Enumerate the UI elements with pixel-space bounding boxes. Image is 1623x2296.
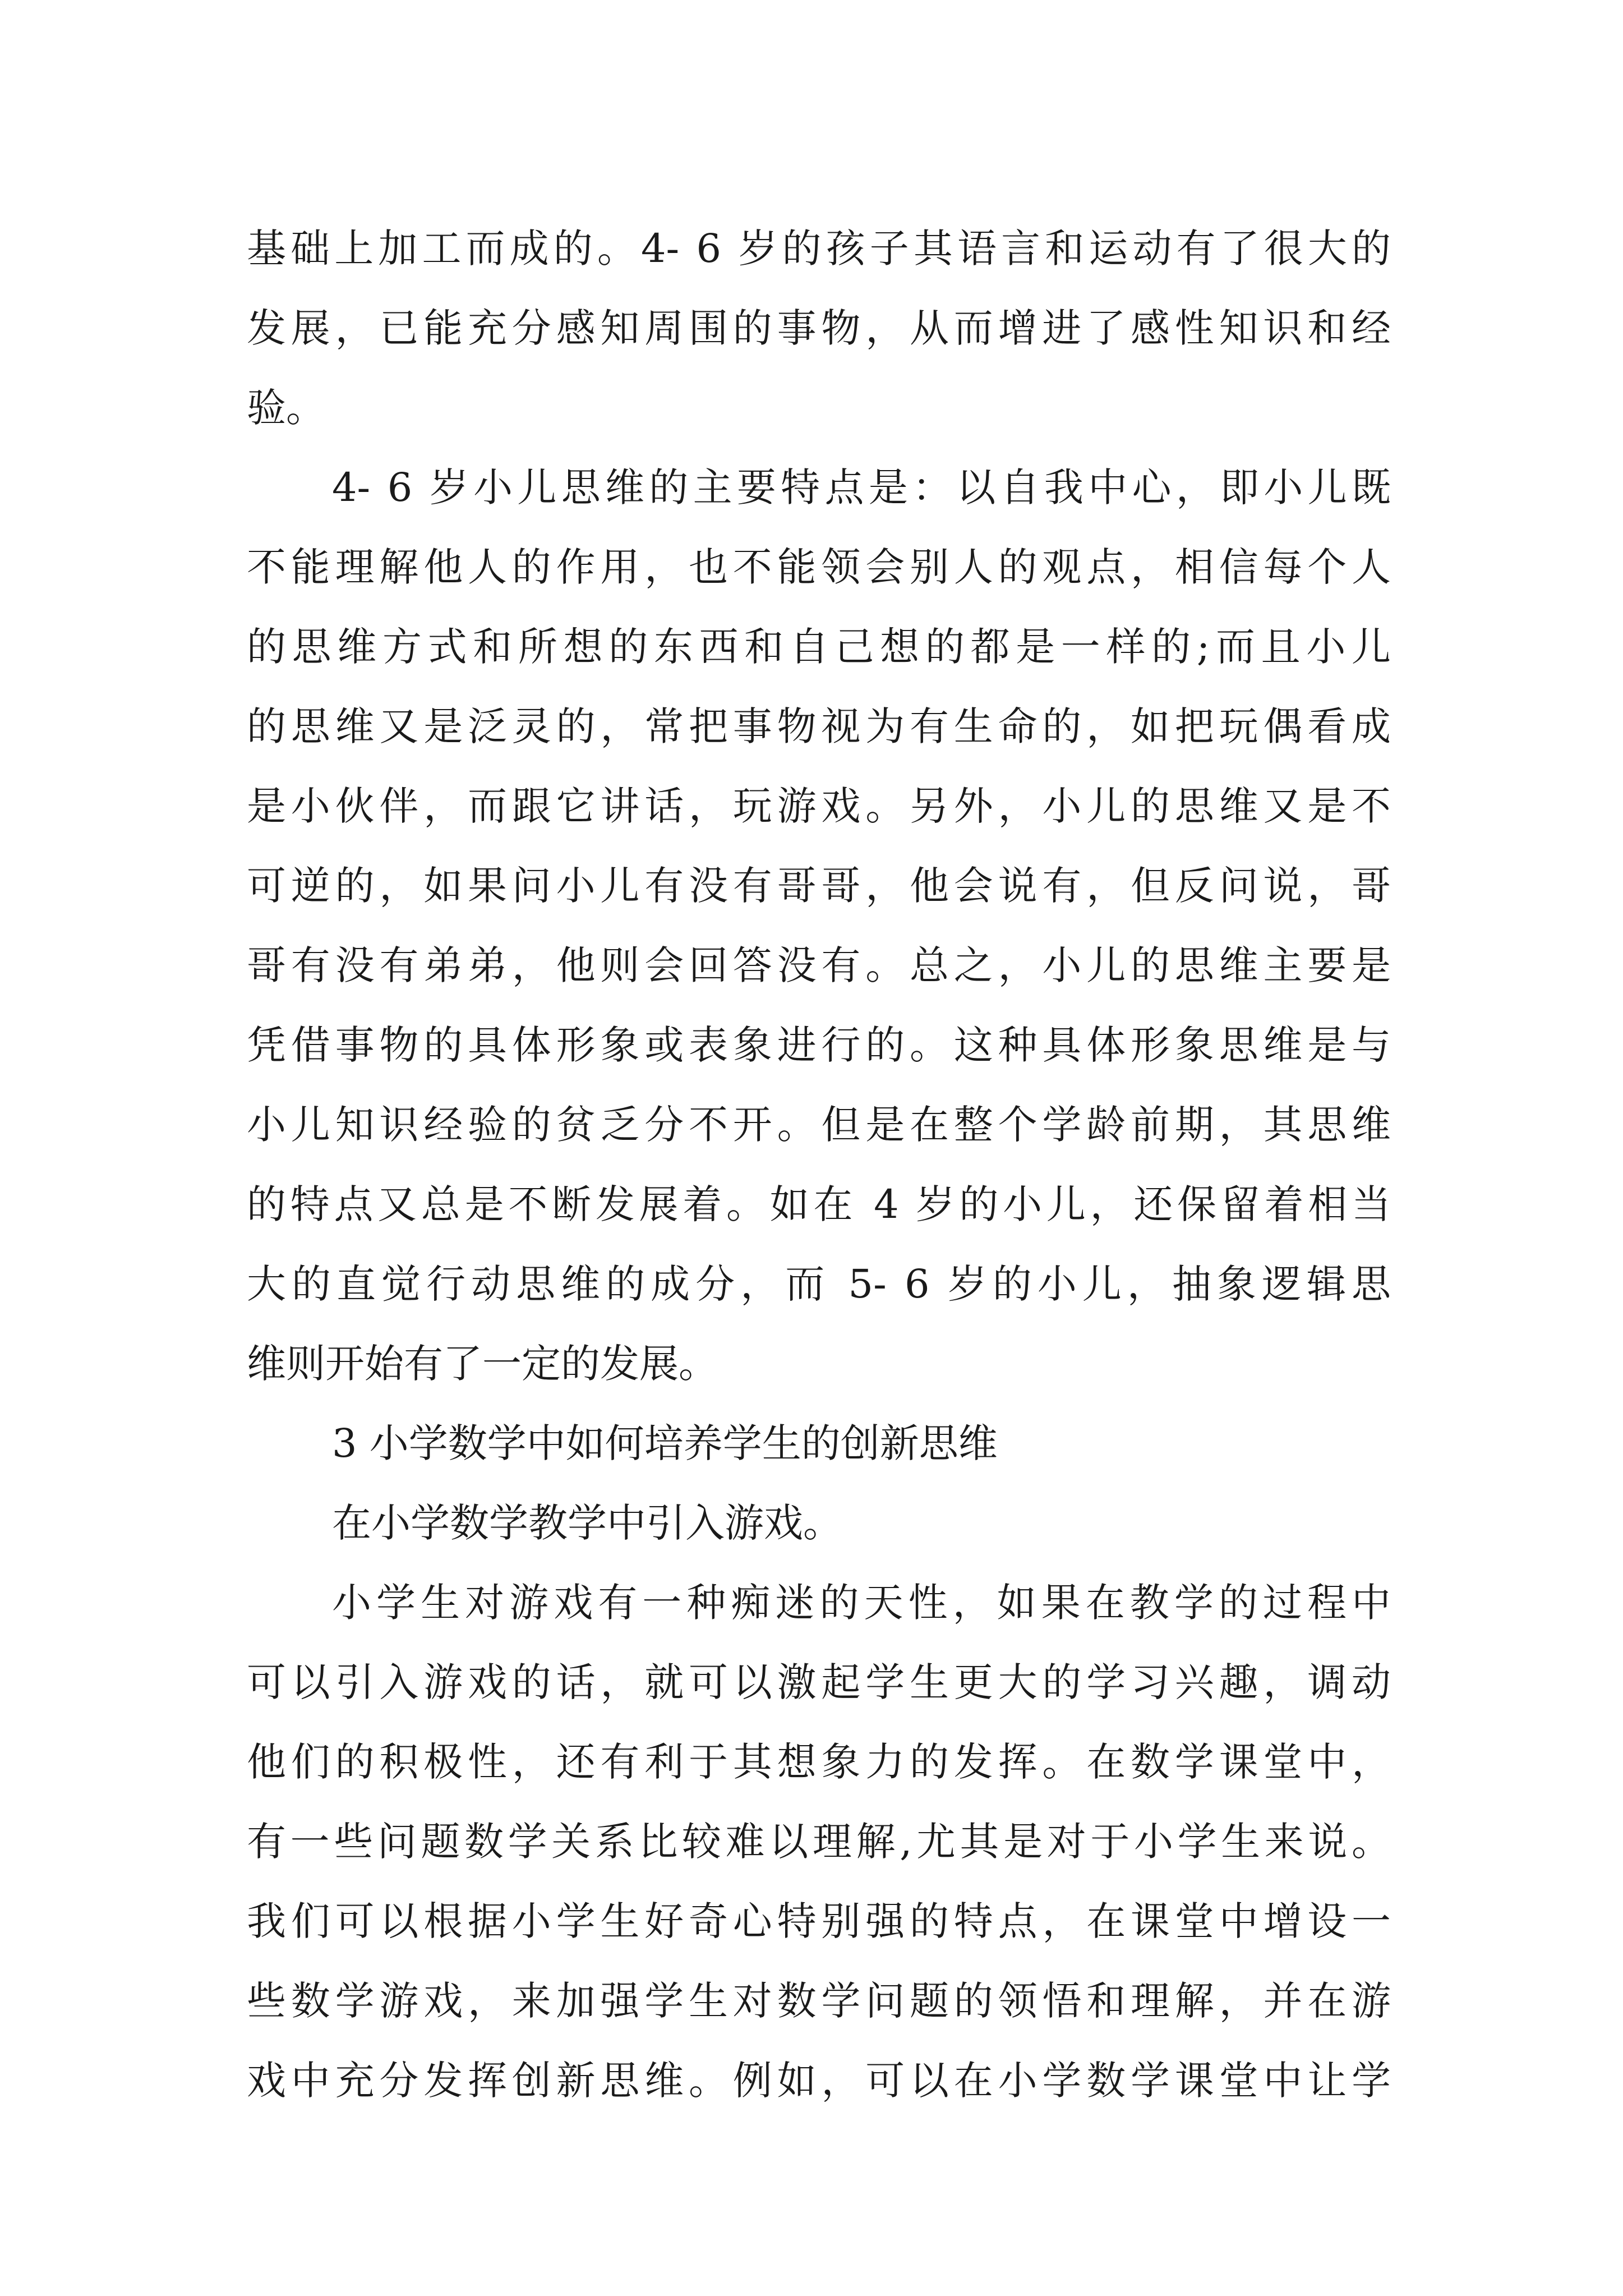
text-line: 发展，已能充分感知周围的事物，从而增进了感性知识和经 [247, 305, 1391, 351]
text-line: 维则开始有了一定的发展。 [247, 1341, 718, 1387]
text-line: 他们的积极性，还有利于其想象力的发挥。在数学课堂中， [247, 1739, 1391, 1785]
text-line: 凭借事物的具体形象或表象进行的。这种具体形象思维是与 [247, 1022, 1391, 1068]
text-line: 验。 [247, 385, 325, 431]
text-line: 有一些问题数学关系比较难以理解,尤其是对于小学生来说。 [247, 1819, 1391, 1865]
text-line: 4- 6 岁小儿思维的主要特点是：以自我中心，即小儿既 [332, 464, 1391, 510]
text-line: 基础上加工而成的。4- 6 岁的孩子其语言和运动有了很大的 [247, 226, 1391, 272]
text-line: 是小伙伴，而跟它讲话，玩游戏。另外，小儿的思维又是不 [247, 783, 1391, 829]
text-line: 小儿知识经验的贫乏分不开。但是在整个学龄前期，其思维 [247, 1102, 1391, 1148]
text-line: 哥有没有弟弟，他则会回答没有。总之，小儿的思维主要是 [247, 942, 1391, 988]
text-line: 戏中充分发挥创新思维。例如，可以在小学数学课堂中让学 [247, 2058, 1391, 2104]
text-line: 些数学游戏，来加强学生对数学问题的领悟和理解，并在游 [247, 1978, 1391, 2024]
text-line: 小学生对游戏有一种痴迷的天性，如果在教学的过程中 [332, 1580, 1391, 1626]
text-line: 我们可以根据小学生好奇心特别强的特点，在课堂中增设一 [247, 1898, 1391, 1944]
text-line: 在小学数学教学中引入游戏。 [332, 1500, 842, 1546]
section-heading: 3 小学数学中如何培养学生的创新思维 [332, 1420, 998, 1466]
text-line: 的思维方式和所想的东西和自己想的都是一样的;而且小儿 [247, 624, 1391, 670]
body-text [247, 209, 1391, 2120]
text-line: 可逆的，如果问小儿有没有哥哥，他会说有，但反问说，哥 [247, 863, 1391, 909]
text-line: 不能理解他人的作用，也不能领会别人的观点，相信每个人 [247, 544, 1391, 590]
text-line: 的特点又总是不断发展着。如在 4 岁的小儿，还保留着相当 [247, 1181, 1391, 1227]
text-line: 大的直觉行动思维的成分，而 5- 6 岁的小儿，抽象逻辑思 [247, 1261, 1391, 1307]
text-line: 可以引入游戏的话，就可以激起学生更大的学习兴趣，调动 [247, 1659, 1391, 1705]
text-line: 的思维又是泛灵的，常把事物视为有生命的，如把玩偶看成 [247, 703, 1391, 749]
